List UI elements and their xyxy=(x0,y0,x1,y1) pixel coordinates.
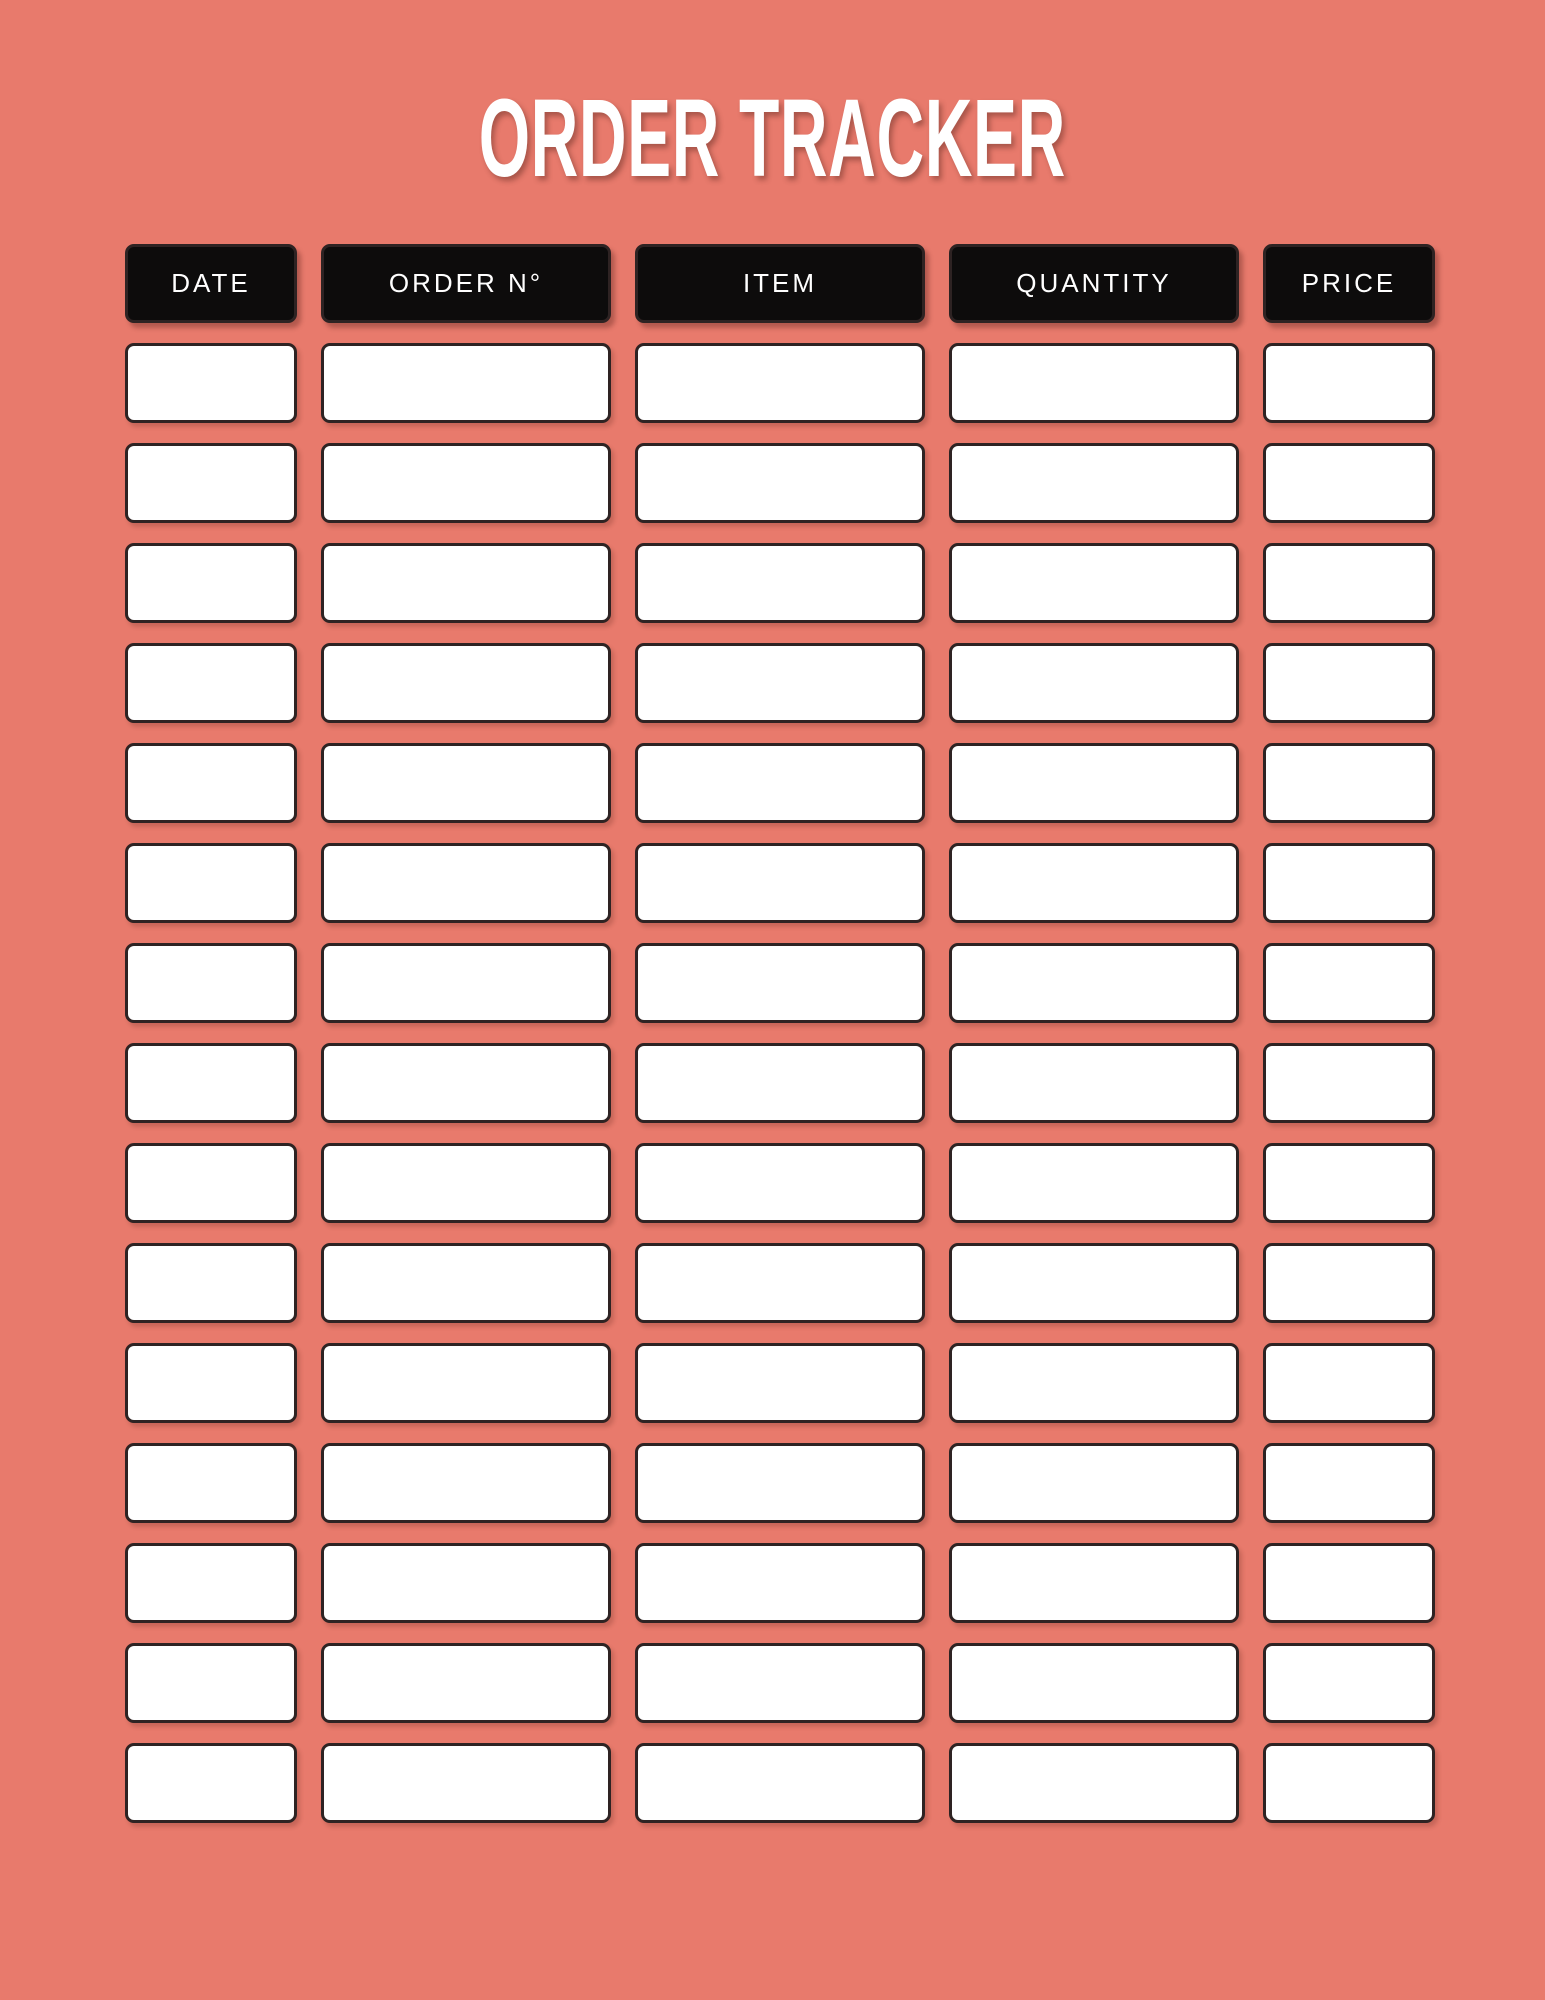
order-cell-row1-price[interactable] xyxy=(1263,343,1435,423)
order-cell-row6-order-no[interactable] xyxy=(321,843,611,923)
order-cell-row4-date[interactable] xyxy=(125,643,297,723)
order-cell-row4-price[interactable] xyxy=(1263,643,1435,723)
order-cell-row4-item[interactable] xyxy=(635,643,925,723)
order-cell-row10-item[interactable] xyxy=(635,1243,925,1323)
column-header-order-no xyxy=(321,244,611,323)
order-cell-row12-order-no[interactable] xyxy=(321,1443,611,1523)
order-cell-row14-price[interactable] xyxy=(1263,1643,1435,1723)
order-cell-row8-quantity[interactable] xyxy=(949,1043,1239,1123)
order-cell-row7-date[interactable] xyxy=(125,943,297,1023)
order-cell-row15-price[interactable] xyxy=(1263,1743,1435,1823)
order-cell-row2-date[interactable] xyxy=(125,443,297,523)
order-cell-row13-quantity[interactable] xyxy=(949,1543,1239,1623)
order-cell-row15-date[interactable] xyxy=(125,1743,297,1823)
column-header-item xyxy=(635,244,925,323)
order-cell-row14-order-no[interactable] xyxy=(321,1643,611,1723)
order-cell-row2-quantity[interactable] xyxy=(949,443,1239,523)
order-cell-row11-price[interactable] xyxy=(1263,1343,1435,1423)
order-cell-row3-quantity[interactable] xyxy=(949,543,1239,623)
order-cell-row8-date[interactable] xyxy=(125,1043,297,1123)
order-cell-row1-order-no[interactable] xyxy=(321,343,611,423)
order-cell-row5-item[interactable] xyxy=(635,743,925,823)
order-cell-row14-item[interactable] xyxy=(635,1643,925,1723)
order-cell-row12-quantity[interactable] xyxy=(949,1443,1239,1523)
order-cell-row6-date[interactable] xyxy=(125,843,297,923)
order-cell-row1-date[interactable] xyxy=(125,343,297,423)
order-cell-row11-date[interactable] xyxy=(125,1343,297,1423)
order-cell-row12-price[interactable] xyxy=(1263,1443,1435,1523)
order-cell-row15-item[interactable] xyxy=(635,1743,925,1823)
order-cell-row3-order-no[interactable] xyxy=(321,543,611,623)
order-cell-row1-item[interactable] xyxy=(635,343,925,423)
column-header-label: PRICE xyxy=(1301,268,1397,298)
order-cell-row13-order-no[interactable] xyxy=(321,1543,611,1623)
order-cell-row3-price[interactable] xyxy=(1263,543,1435,623)
order-cell-row9-price[interactable] xyxy=(1263,1143,1435,1223)
order-cell-row10-quantity[interactable] xyxy=(949,1243,1239,1323)
order-cell-row8-price[interactable] xyxy=(1263,1043,1435,1123)
order-cell-row7-order-no[interactable] xyxy=(321,943,611,1023)
column-header-label: QUANTITY xyxy=(1016,268,1172,298)
order-cell-row9-item[interactable] xyxy=(635,1143,925,1223)
order-cell-row2-item[interactable] xyxy=(635,443,925,523)
order-cell-row7-quantity[interactable] xyxy=(949,943,1239,1023)
order-cell-row10-date[interactable] xyxy=(125,1243,297,1323)
column-header-date xyxy=(125,244,297,323)
order-cell-row14-date[interactable] xyxy=(125,1643,297,1723)
order-cell-row13-item[interactable] xyxy=(635,1543,925,1623)
column-header-price xyxy=(1263,244,1435,323)
order-cell-row10-price[interactable] xyxy=(1263,1243,1435,1323)
order-cell-row2-price[interactable] xyxy=(1263,443,1435,523)
order-cell-row5-date[interactable] xyxy=(125,743,297,823)
order-cell-row15-order-no[interactable] xyxy=(321,1743,611,1823)
column-header-label: ORDER N° xyxy=(388,268,544,298)
column-header-label: ITEM xyxy=(742,268,818,298)
order-cell-row6-quantity[interactable] xyxy=(949,843,1239,923)
order-cell-row15-quantity[interactable] xyxy=(949,1743,1239,1823)
order-cell-row12-date[interactable] xyxy=(125,1443,297,1523)
page-title: ORDER TRACKER xyxy=(478,77,1067,200)
order-cell-row11-quantity[interactable] xyxy=(949,1343,1239,1423)
order-cell-row11-item[interactable] xyxy=(635,1343,925,1423)
column-header-quantity xyxy=(949,244,1239,323)
order-table xyxy=(125,244,1435,1823)
order-cell-row13-price[interactable] xyxy=(1263,1543,1435,1623)
order-cell-row11-order-no[interactable] xyxy=(321,1343,611,1423)
order-cell-row7-price[interactable] xyxy=(1263,943,1435,1023)
order-cell-row9-date[interactable] xyxy=(125,1143,297,1223)
order-cell-row2-order-no[interactable] xyxy=(321,443,611,523)
order-cell-row4-quantity[interactable] xyxy=(949,643,1239,723)
column-header-label: DATE xyxy=(171,268,251,298)
order-cell-row10-order-no[interactable] xyxy=(321,1243,611,1323)
order-cell-row6-price[interactable] xyxy=(1263,843,1435,923)
order-cell-row9-order-no[interactable] xyxy=(321,1143,611,1223)
order-cell-row14-quantity[interactable] xyxy=(949,1643,1239,1723)
order-cell-row4-order-no[interactable] xyxy=(321,643,611,723)
title-bar xyxy=(0,77,1545,200)
order-cell-row13-date[interactable] xyxy=(125,1543,297,1623)
order-cell-row3-date[interactable] xyxy=(125,543,297,623)
order-cell-row8-item[interactable] xyxy=(635,1043,925,1123)
order-cell-row5-quantity[interactable] xyxy=(949,743,1239,823)
order-cell-row5-order-no[interactable] xyxy=(321,743,611,823)
order-cell-row12-item[interactable] xyxy=(635,1443,925,1523)
order-cell-row7-item[interactable] xyxy=(635,943,925,1023)
order-cell-row5-price[interactable] xyxy=(1263,743,1435,823)
order-cell-row9-quantity[interactable] xyxy=(949,1143,1239,1223)
order-cell-row1-quantity[interactable] xyxy=(949,343,1239,423)
order-cell-row6-item[interactable] xyxy=(635,843,925,923)
order-cell-row8-order-no[interactable] xyxy=(321,1043,611,1123)
order-cell-row3-item[interactable] xyxy=(635,543,925,623)
